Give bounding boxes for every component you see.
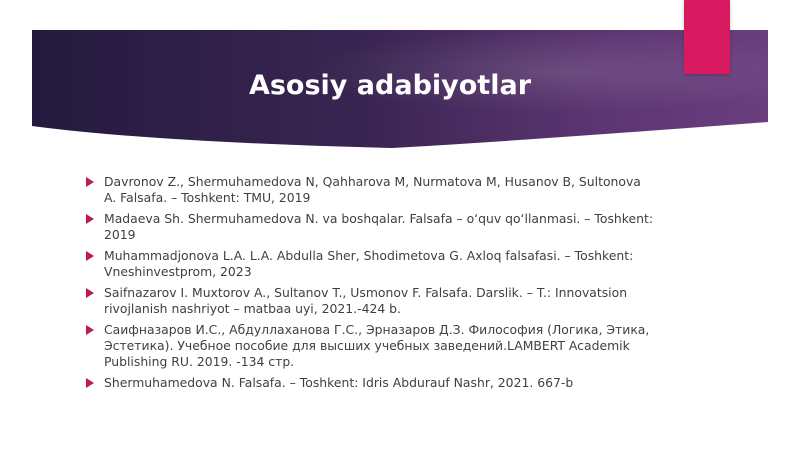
triangle-right-bullet-icon [86,251,94,261]
reference-text: Saifnazarov I. Muxtorov A., Sultanov T., Usmonov F. Falsafa. Darslik. – T.: Innovatsion rivojlanish nashriyot – matbaa uyi, 2021.-424 b. [104,285,628,316]
reference-text: Shermuhamedova N. Falsafa. – Toshkent: Idris Abdurauf Nashr, 2021. 667-b [104,375,574,390]
list-item [86,211,656,243]
triangle-right-bullet-icon [86,378,94,388]
list-item [86,248,656,280]
list-item [86,375,656,391]
triangle-right-bullet-icon [86,325,94,335]
list-item [86,285,656,317]
triangle-right-bullet-icon [86,177,94,187]
list-item [86,322,656,370]
accent-tab [684,0,730,74]
triangle-right-bullet-icon [86,288,94,298]
reference-list [86,174,656,396]
reference-text: Madaeva Sh. Shermuhamedova N. va boshqalar. Falsafa – o‘quv qo‘llanmasi. – Toshkent: 2019 [104,211,653,242]
slide-title: Asosiy adabiyotlar [248,70,532,101]
reference-text: Саифназаров И.С., Абдуллаханова Г.С., Эрназаров Д.З. Философия (Логика, Этика, Эстетика). Учебное пособие для высших учебных заведений.LAMBERT Academik Publishing RU. 2019. -134 стр. [104,322,650,369]
list-item [86,174,656,206]
reference-text: Davronov Z., Shermuhamedova N, Qahharova M, Nurmatova M, Husanov B, Sultonova A. Falsafa. – Toshkent: TMU, 2019 [104,174,641,205]
triangle-right-bullet-icon [86,214,94,224]
reference-text: Muhammadjonova L.A. L.A. Abdulla Sher, Shodimetova G. Axloq falsafasi. – Toshkent: Vneshinvestprom, 2023 [104,248,634,279]
